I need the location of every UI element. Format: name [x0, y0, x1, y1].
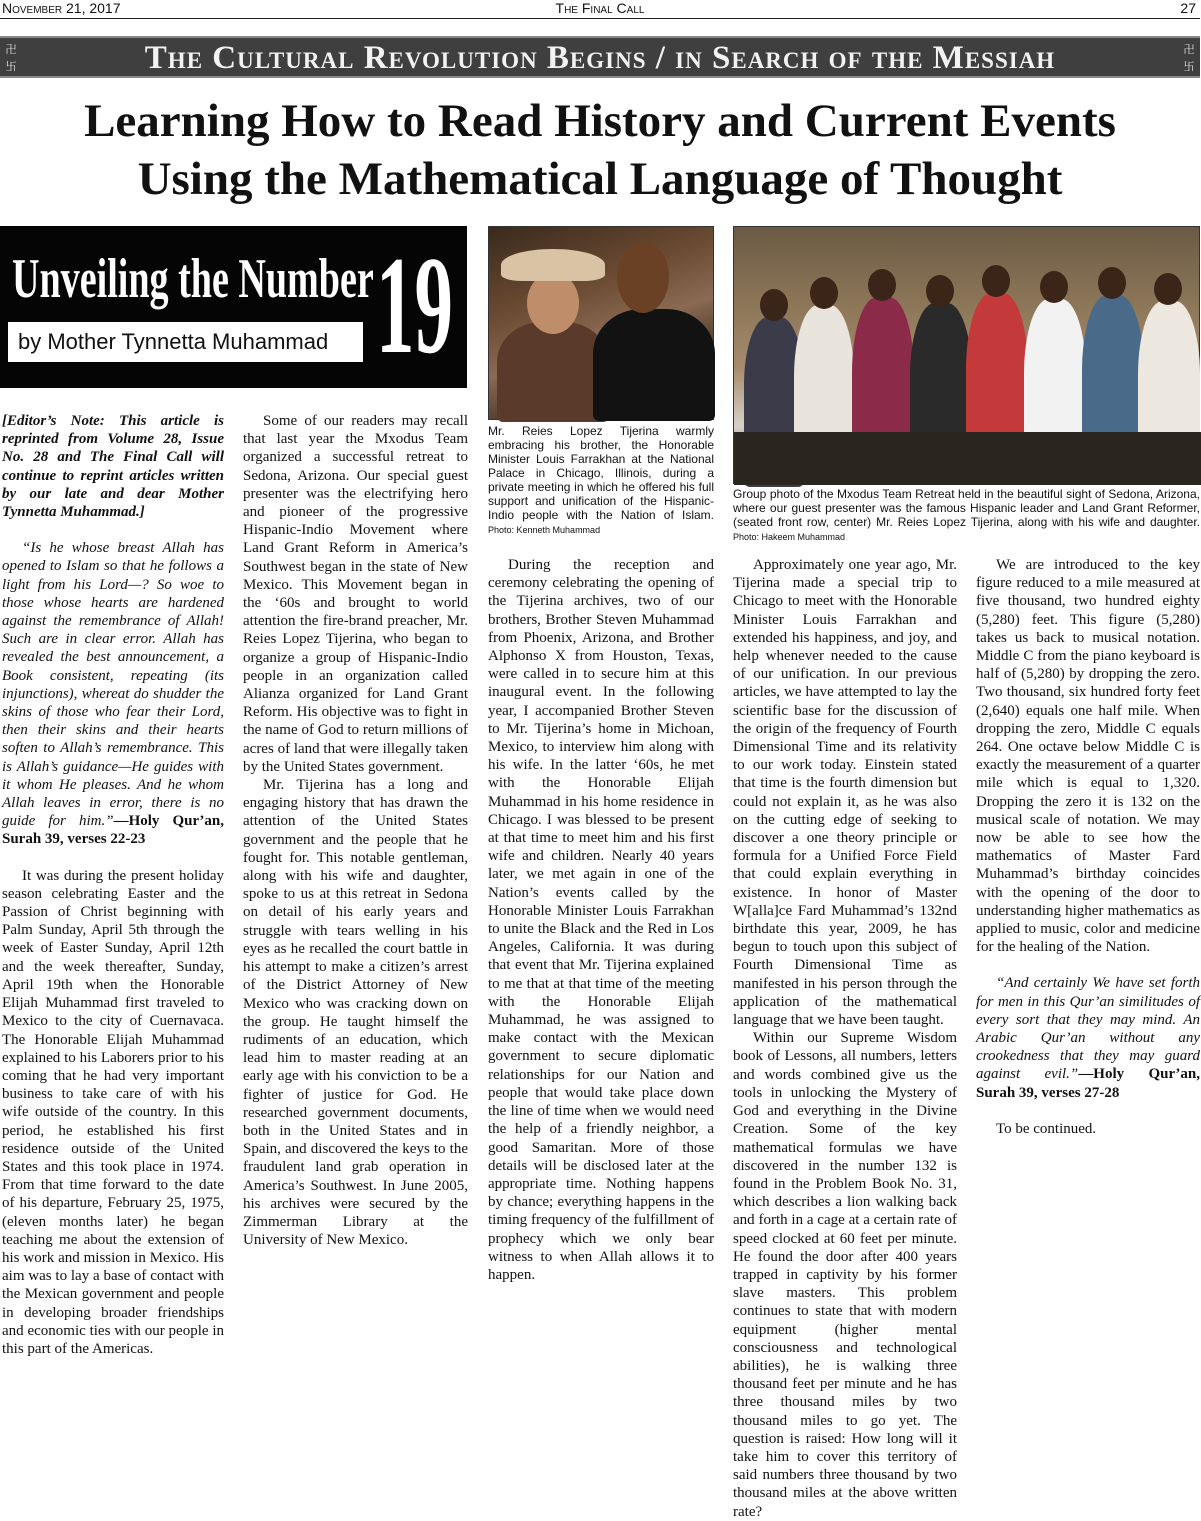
column-logo — [0, 226, 467, 388]
article-paragraph: During the reception and ceremony celebrating the opening of the Tijerina archives, two of our brothers, Brother Steven Muhammad from Phoenix, Arizona, and Brother Alphonso X from Houston, Texas, were called in to secure him at this inaugural event. In the following year, I accompanied Brother Steven to Mr. Tijerina’s home in Michoan, Mexico, to interview him along with his wife. In the latter ‘60s, he met with the Honorable Elijah Muhammad in his home residence in Chicago. I was blessed to be present at that time to meet him and his first wife and children. Nearly 40 years later, we met again in one of the Nation’s events called by the Honorable Minister Louis Farrakhan to unite the Black and the Red in Los Angeles, California. It was during that event that Mr. Tijerina explained to me that at that time of the meeting with the Honorable Elijah Muhammad, he was assigned to make contact with the Mexican government to secure diplomatic relationships for our Nation and people that would take place down the line of time when we would need the help of a friendly neighbor, a good Samaritan. More of those details will be disclosed later at the appropriate time. Nothing happens by chance; everything happens in the timing frequency of the fulfillment of prophecy which we only bear witness to when Allah allows it to happen. — [488, 557, 714, 1283]
page-number: 27 — [1180, 0, 1196, 16]
ornament-icon: 卍 卐 — [1183, 43, 1195, 73]
quote-attribution: —Holy Qur’an, Surah 39, verses 27-28 — [976, 1066, 1200, 1101]
column-byline: by Mother Tynnetta Muhammad — [8, 322, 363, 362]
quote-text: “Is he whose breast Allah has opened to Islam so that he follows a light from his Lord—? So woe to those whose hearts are hardened against the remembrance of Allah! Such are in clear error. Allah has revealed the best announcement, a Book consistent, repeating (its injunctions), whereat do shudder the skins of those who fear their Lord, then their skins and their hearts soften to Allah’s remembrance. This is Allah’s guidance—He guides with it whom He pleases. And he whom Allah leaves in error, there is no guide for him.” — [2, 540, 224, 830]
photo-figure — [1098, 267, 1126, 299]
article-paragraph: Within our Supreme Wisdom book of Lessons, all numbers, letters and words combined give us the tools in unlocking the Mystery of God and everything in the Divine Creation. Some of the key mathematical formulas we have discovered in the number 132 is found in the Problem Book No. 31, which describes a lion walking back and forth in a cage at a certain rate of speed clocked at 60 feet per minute. He found the door after 400 years trapped in captivity by his former slave masters. This problem continues to state that with modern equipment (higher mental consciousness and technological abilities), he is walking three thousand feet per minute and he has three thousand miles by two thousand miles to go yet. The question is raised: How long will it take him to cover this territory of said numbers three thousand by two thousand miles at the above written rate? — [733, 1030, 957, 1520]
quote-text: “And certainly We have set forth for men in this Qur’an similitudes of every sort that they may mind. An Arabic Qur’an without any crookedness that they may guard against evil.” — [976, 975, 1200, 1083]
article-column-3 — [488, 556, 714, 1284]
article-paragraph: We are introduced to the key figure reduced to a mile measured at five thousand, two hundred eighty (5,280) feet. This figure (5,280) takes us back to musical notation. Middle C from the piano keyboard is half of (5,280) by dropping the zero. Two thousand, six hundred forty feet (2,640) equals one half mile. When dropping the zero, Middle C equals 264. One octave below Middle C is exactly the measurement of a quarter mile which is equal to 1,320. Dropping the zero it is 132 on the musical scale of notation. We may now be able to see how the mathematics of Master Fard Muhammad’s birthday coincides with the opening of the door to understanding higher mathematics as applied to music, color and medicine for the healing of the Nation. — [976, 557, 1200, 956]
article-paragraph: Mr. Tijerina has a long and engaging history that has drawn the attention of the United States government and the people that he fought for. This notable gentleman, along with his wife and daughter, spoke to us at this retreat in Sedona on detail of his early years and struggle with tears welling in his eyes as he recalled the court battle in his attempt to make a citizen’s arrest of the District Attorney of New Mexico who was cracking down on the group. He taught himself the rudiments of an education, which lead him to master reading at an early age with his conviction to be a fighter of justice for God. He researched government documents, both in the United States and in Spain, and discovered the keys to the fraudulent land grab operation in America’s Southwest. In June 2005, his archives were secured by the Zimmerman Library at the University of New Mexico. — [243, 777, 468, 1249]
photo-floor — [734, 432, 1201, 485]
section-title: The Cultural Revolution Begins / in Search of the Messiah — [144, 40, 1056, 76]
editor-note: [Editor’s Note: This article is reprinted from Volume 28, Issue No. 28 and The Final Call will continue to reprint articles written by our late and dear Mother Tynnetta Muhammad.] — [2, 413, 224, 521]
article-paragraph: It was during the present holiday season celebrating Easter and the Passion of Christ beginning with Palm Sunday, April 5th through the week of Easter Sunday, April 12th and the week thereafter, Sunday, April 19th when the Honorable Elijah Muhammad first traveled to Mexico to the city of Cuernavaca. The Honorable Elijah Muhammad explained to his Laborers prior to his coming that he had very important business to take care of with his wife outside of the country. In this period, he established his first residence outside of the United States and this took place in 1974. From that time forward to the date of his departure, February 25, 1975, (eleven months later) he began teaching me about the extension of his work and mission in Mexico. His aim was to lay a base of contact with the Mexican government and people in developing broader friendships and economic ties with our people in this part of the Americas. — [2, 867, 224, 1357]
photo-caption — [733, 487, 1200, 544]
photo-figure — [593, 309, 715, 421]
photo-caption-text: Group photo of the Mxodus Team Retreat held in the beautiful sight of Sedona, Arizona, where our guest presenter was the famous Hispanic leader and Land Grant Reformer, (seated front row, center) Mr. Reies Lopez Tijerina, along with his wife and daughter. — [733, 487, 1200, 529]
opening-quote — [2, 539, 224, 848]
photo-caption — [488, 424, 714, 537]
headline-line-2: Using the Mathematical Language of Thought — [137, 153, 1063, 205]
article-paragraph: Approximately one year ago, Mr. Tijerina made a special trip to Chicago to meet with the Honorable Minister Louis Farrakhan and extended his happiness, and joy, and help whenever needed to the cause of our unification. In our previous articles, we have attempted to lay the scientific base for the discussion of the origin of the frequency of Fourth Dimensional Time and its relativity to our work today. Einstein stated that time is the fourth dimension but could not explain it, as he was also on the cutting edge of seeking to discover a one theory principle or formula for a Unified Force Field that could explain everything in existence. In honor of Master W[alla]ce Fard Muhammad’s 132nd birthdate this year, 2009, he has begun to touch upon this subject of Fourth Dimensional Time as manifested in his person through the application of the mathematical language that we have been taught. — [733, 557, 957, 1029]
photo-tijerina-farrakhan — [488, 226, 714, 420]
article-paragraph: Some of our readers may recall that last year the Mxodus Team organized a successful retreat to Sedona, Arizona. Our special guest presenter was the electrifying hero and pioneer of the progressive Hispanic-Indio Movement where Land Grant Reform in America’s Southwest began in the state of New Mexico. This Movement began in the ‘60s and brought to world attention the fire-brand preacher, Mr. Reies Lopez Tijerina, who began to organize a group of Hispanic-Indio people in an organization called Alianza organized for Land Grant Reform. His objective was to fight in the name of God to return millions of acres of land that were illegally taken by the United States government. — [243, 413, 468, 775]
photo-figure — [926, 275, 954, 307]
article-column-1 — [2, 412, 224, 1358]
photo-figure — [810, 277, 838, 309]
article-column-5 — [976, 556, 1200, 1138]
newspaper-name: The Final Call — [555, 0, 645, 16]
column-logo-number: 19 — [376, 228, 453, 383]
photo-caption-text: Mr. Reies Lopez Tijerina warmly embracing his brother, the Honorable Minister Louis Farrakhan at the National Palace in Chicago, Illinois, during a private meeting in which he offered his full support and unification of the Hispanic-Indio people with the Nation of Islam. — [488, 424, 714, 522]
photo-credit: Photo: Hakeem Muhammad — [733, 532, 846, 542]
photo-figure — [527, 272, 579, 334]
article-column-2 — [243, 412, 468, 1249]
photo-credit: Photo: Kenneth Muhammad — [488, 525, 601, 535]
closing-quote — [976, 974, 1200, 1101]
headline-line-1: Learning How to Read History and Current Events — [84, 95, 1116, 147]
photo-figure — [1040, 271, 1068, 303]
article-column-4 — [733, 556, 957, 1521]
photo-figure — [760, 289, 788, 321]
folio-bar — [0, 0, 1200, 19]
quote-attribution: —Holy Qur’an, Surah 39, verses 22-23 — [2, 813, 224, 848]
to-be-continued: To be continued. — [996, 1120, 1097, 1137]
photo-figure — [982, 265, 1010, 297]
column-logo-title: Unveiling the Number — [12, 248, 374, 310]
photo-figure — [617, 241, 669, 313]
photo-group-retreat — [733, 226, 1200, 484]
photo-figure — [868, 269, 896, 301]
ornament-icon: 卍 卐 — [5, 43, 17, 73]
issue-date: November 21, 2017 — [2, 0, 121, 16]
headline — [0, 92, 1200, 208]
section-banner — [0, 36, 1200, 78]
photo-figure — [1154, 273, 1182, 305]
photo-figure — [501, 249, 605, 281]
